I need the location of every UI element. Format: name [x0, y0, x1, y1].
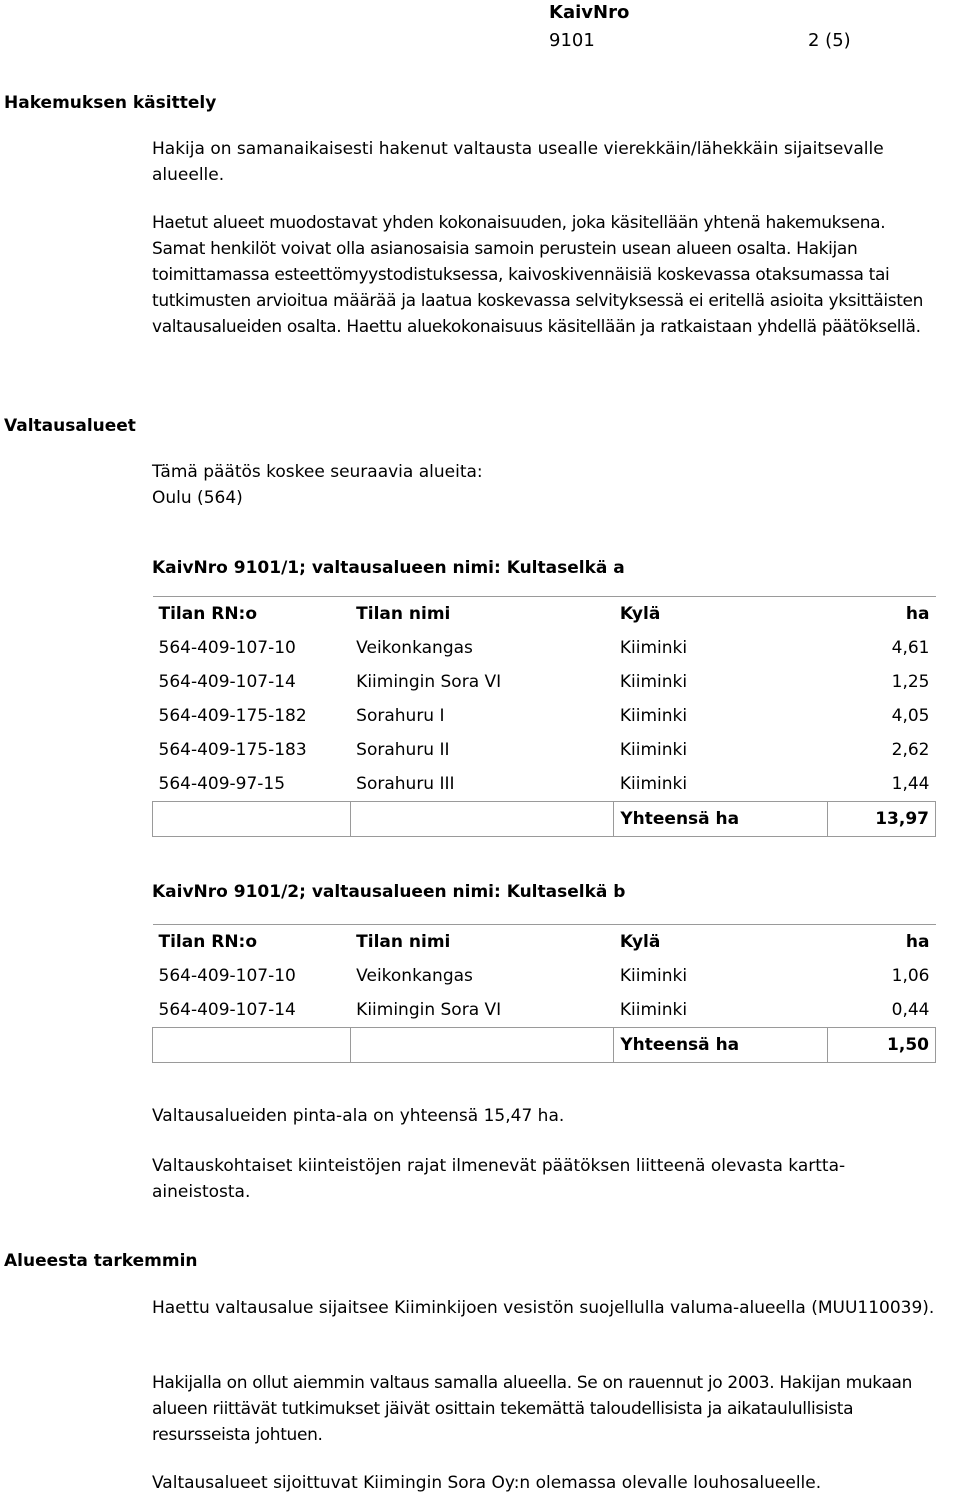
table-row — [153, 959, 936, 993]
municipality-text: Oulu (564) — [152, 488, 243, 508]
cell-village: Kiiminki — [619, 740, 688, 760]
cell-village: Kiiminki — [619, 1000, 688, 1020]
cell-ha: 1,44 — [891, 774, 930, 794]
document-number: 9101 — [549, 30, 595, 51]
total-empty-cell — [153, 1028, 351, 1063]
table-row — [153, 767, 936, 802]
cell-rn: 564-409-107-14 — [158, 672, 296, 692]
table-row — [153, 993, 936, 1028]
cell-ha: 0,44 — [891, 1000, 930, 1020]
cell-rn: 564-409-97-15 — [158, 774, 286, 794]
area-a-title: KaivNro 9101/1; valtausalueen nimi: Kultaselkä a — [152, 558, 625, 578]
column-header-name: Tilan nimi — [356, 932, 451, 952]
section-title-tarkemmin: Alueesta tarkemmin — [4, 1251, 198, 1271]
cell-village: Kiiminki — [619, 638, 688, 658]
cell-village: Kiiminki — [619, 966, 688, 986]
paragraph-hakemus-2: Haetut alueet muodostavat yhden kokonaisuuden, joka käsitellään yhtenä hakemuksena. Samat henkilöt voivat olla asianosaisia samoin perustein usean alueen osalta. Hakijan toimittamassa esteettömyystodistuksessa, kaivoskivennäisiä koskevassa otaksumassa tai tutkimusten arvioitua määrää ja laatua koskevassa selvityksessä ei eritellä asioita yksittäisten valtausalueiden osalta. Haettu aluekokonaisuus käsitellään ja ratkaistaan yhdellä päätöksellä. — [152, 213, 924, 337]
cell-ha: 1,25 — [891, 672, 930, 692]
cell-ha: 2,62 — [891, 740, 930, 760]
cell-name: Sorahuru III — [356, 774, 455, 794]
cell-rn: 564-409-175-182 — [158, 706, 307, 726]
cell-rn: 564-409-107-10 — [158, 966, 296, 986]
cell-ha: 4,61 — [891, 638, 930, 658]
area-b-table — [152, 924, 936, 1063]
total-label: Yhteensä ha — [614, 1028, 828, 1063]
cell-rn: 564-409-175-183 — [158, 740, 307, 760]
column-header-village: Kylä — [619, 932, 661, 952]
cell-name: Veikonkangas — [356, 638, 473, 658]
document-header-title: KaivNro — [549, 2, 630, 23]
total-empty-cell — [350, 1028, 614, 1063]
cell-rn: 564-409-107-10 — [158, 638, 296, 658]
cell-village: Kiiminki — [619, 672, 688, 692]
paragraph-tarkemmin-1: Haettu valtausalue sijaitsee Kiiminkijoen vesistön suojellulla valuma-alueella (MUU110039). — [152, 1298, 935, 1318]
column-header-name: Tilan nimi — [356, 604, 451, 624]
area-b-title: KaivNro 9101/2; valtausalueen nimi: Kultaselkä b — [152, 882, 626, 902]
column-header-ha: ha — [905, 932, 930, 952]
paragraph-tarkemmin-3: Valtausalueet sijoittuvat Kiimingin Sora Oy:n olemassa olevalle louhosalueelle. — [152, 1473, 822, 1493]
table-row — [153, 665, 936, 699]
intro-text: Tämä päätös koskee seuraavia alueita: — [152, 462, 483, 482]
table-row — [153, 733, 936, 767]
cell-village: Kiiminki — [619, 774, 688, 794]
cell-ha: 1,06 — [891, 966, 930, 986]
cell-village: Kiiminki — [619, 706, 688, 726]
cell-ha: 4,05 — [891, 706, 930, 726]
cell-name: Kiimingin Sora VI — [356, 672, 502, 692]
cell-name: Veikonkangas — [356, 966, 473, 986]
total-empty-cell — [153, 802, 351, 837]
cell-name: Kiimingin Sora VI — [356, 1000, 502, 1020]
total-empty-cell — [350, 802, 614, 837]
section-title-hakemus: Hakemuksen käsittely — [4, 93, 217, 113]
total-value: 13,97 — [828, 802, 936, 837]
total-row — [153, 802, 936, 837]
column-header-village: Kylä — [619, 604, 661, 624]
total-value: 1,50 — [828, 1028, 936, 1063]
table-header-row — [153, 597, 936, 632]
section-title-valtausalueet: Valtausalueet — [4, 416, 136, 436]
column-header-rn: Tilan RN:o — [158, 604, 258, 624]
paragraph-hakemus-1: Hakija on samanaikaisesti hakenut valtausta usealle vierekkäin/lähekkäin sijaitsevalle alueelle. — [152, 139, 884, 185]
paragraph-tarkemmin-2: Hakijalla on ollut aiemmin valtaus samalla alueella. Se on rauennut jo 2003. Hakijan mukaan alueen riittävät tutkimukset jäivät osittain tekemättä taloudellisista ja aikataulullisista resursseista johtuen. — [152, 1373, 913, 1445]
column-header-rn: Tilan RN:o — [158, 932, 258, 952]
table-row — [153, 631, 936, 665]
column-header-ha: ha — [905, 604, 930, 624]
area-a-table — [152, 596, 936, 837]
table-row — [153, 699, 936, 733]
total-row — [153, 1028, 936, 1063]
cell-name: Sorahuru II — [356, 740, 450, 760]
cell-rn: 564-409-107-14 — [158, 1000, 296, 1020]
cell-name: Sorahuru I — [356, 706, 445, 726]
page-indicator: 2 (5) — [808, 30, 851, 51]
table-header-row — [153, 925, 936, 960]
paragraph-total-area: Valtausalueiden pinta-ala on yhteensä 15,47 ha. — [152, 1106, 565, 1126]
paragraph-map-reference: Valtauskohtaiset kiinteistöjen rajat ilmenevät päätöksen liitteenä olevasta kartta-aineistosta. — [152, 1156, 846, 1202]
total-label: Yhteensä ha — [614, 802, 828, 837]
